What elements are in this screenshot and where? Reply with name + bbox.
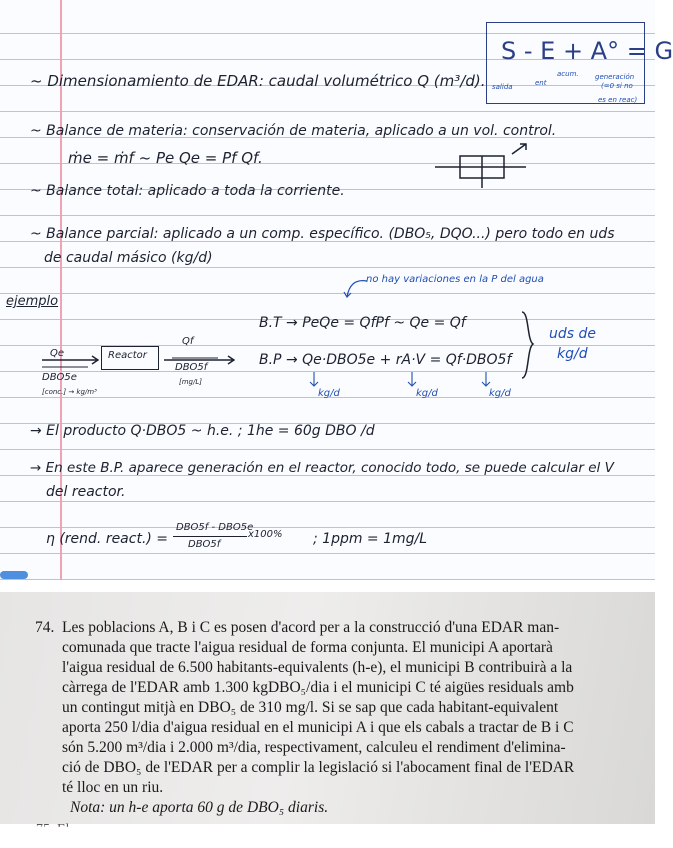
rendimiento-tail: x100% [248, 529, 283, 540]
problem-line: comunada que tracte l'aigua residual de forma conjunta. El municipi A aportarà [62, 639, 553, 656]
label-acum: acum. [557, 70, 579, 78]
diagram-dbo5e: DBO5e [42, 372, 77, 383]
problem-note: Nota: un h-e aporta 60 g de DBO₅ diaris. [70, 799, 329, 816]
units-term-1: kg/d [318, 388, 340, 399]
units-label-1: uds de [549, 326, 597, 342]
page-separator [0, 580, 655, 592]
rendimiento-denominator: DBO5f [188, 539, 221, 550]
annotation-arrow [343, 275, 369, 299]
problem-line: són 5.200 m³/dia i 2.000 m³/dia, respectivament, calculeu el rendiment d'elimina- [62, 739, 566, 756]
diagram-qe: Qe [50, 348, 65, 359]
diagram-flow-arrows [38, 340, 248, 370]
problem-line: un contingut mitjà en DBO₅ de 310 mg/l. Si se sap que cada habitant-equivalent [62, 699, 559, 716]
units-label-2: kg/d [557, 346, 588, 362]
line-balance-parcial-2: de caudal másico (kg/d) [44, 250, 213, 266]
label-generacion: generación [595, 73, 635, 81]
brace-symbol [519, 310, 537, 380]
label-ejemplo: ejemplo [6, 294, 59, 309]
diagram-reactor: Reactor [108, 350, 147, 361]
total-balance-equation: B.T → PeQe = QfPf ~ Qe = Qf [259, 315, 466, 331]
line-balance-total: ~ Balance total: aplicado a toda la corriente. [30, 183, 345, 199]
control-volume-sketch [430, 142, 540, 192]
diagram-dbo5f: DBO5f [175, 362, 208, 373]
label-salida: salida [492, 83, 513, 91]
mass-conservation-equation: ṁe = ṁf ~ Pe Qe = Pf Qf. [68, 149, 263, 167]
line-balance-materia: ~ Balance de materia: conservación de materia, aplicado a un vol. control. [30, 123, 557, 139]
problem-line: aporta 250 l/dia d'aigua residual en el municipi A i que els cabals a tractar de B i C [62, 719, 574, 736]
rendimiento-numerator: DBO5f - DBO5e [176, 522, 254, 533]
textbook-problem-photo [0, 592, 655, 824]
diagram-qf: Qf [182, 336, 194, 347]
partial-balance-equation: B.P → Qe·DBO5e + rA·V = Qf·DBO5f [259, 352, 512, 368]
balance-equation-box [486, 22, 673, 104]
rendimiento-label: η (rend. react.) = [46, 531, 169, 547]
problem-line: ció de DBO₅ de l'EDAR per a complir la legislació si l'abocament final de l'EDAR [62, 759, 575, 776]
line-dimensionamiento: ~ Dimensionamiento de EDAR: caudal volumétrico Q (m³/d). [30, 72, 486, 90]
units-term-3: kg/d [489, 388, 511, 399]
general-balance-equation: S - E + A° = G [501, 37, 673, 65]
label-ent: ent [535, 79, 547, 87]
line-balance-parcial-1: ~ Balance parcial: aplicado a un comp. específico. (DBO₅, DQO...) pero todo en uds [30, 226, 615, 242]
bottom-margin [0, 824, 655, 848]
problem-line: té lloc en un riu. [62, 779, 164, 796]
units-arrows [300, 370, 510, 390]
problem-number: 74. [35, 619, 55, 636]
line-bp-note-2: del reactor. [46, 484, 126, 500]
problem-line: Les poblacions A, B i C es posen d'acord per a la construcció d'una EDAR man- [62, 619, 560, 636]
units-term-2: kg/d [416, 388, 438, 399]
fraction-bar [173, 536, 247, 537]
line-producto-he: → El producto Q·DBO5 ~ h.e. ; 1he = 60g DBO /d [30, 423, 375, 439]
diagram-mgl: [mg/L] [179, 378, 202, 386]
label-zero-if: (=0 si no [601, 82, 633, 90]
problem-line: l'aigua residual de 6.500 habitants-equivalents (h-e), el municipi B contribuirà a la [62, 659, 573, 676]
annotation-no-variations: no hay variaciones en la P del agua [366, 274, 544, 285]
line-bp-note-1: → En este B.P. aparece generación en el reactor, conocido todo, se puede calcular el V [30, 460, 614, 476]
diagram-conc: [conc.] → kg/m³ [42, 388, 97, 396]
label-reac: es en reac) [598, 96, 638, 104]
problem-line: càrrega de l'EDAR amb 1.300 kgDBO₅/dia i el municipi C té aigües residuals amb [62, 679, 574, 696]
ppm-definition: ; 1ppm = 1mg/L [313, 531, 428, 547]
page-scrollbar-thumb[interactable] [0, 571, 28, 579]
